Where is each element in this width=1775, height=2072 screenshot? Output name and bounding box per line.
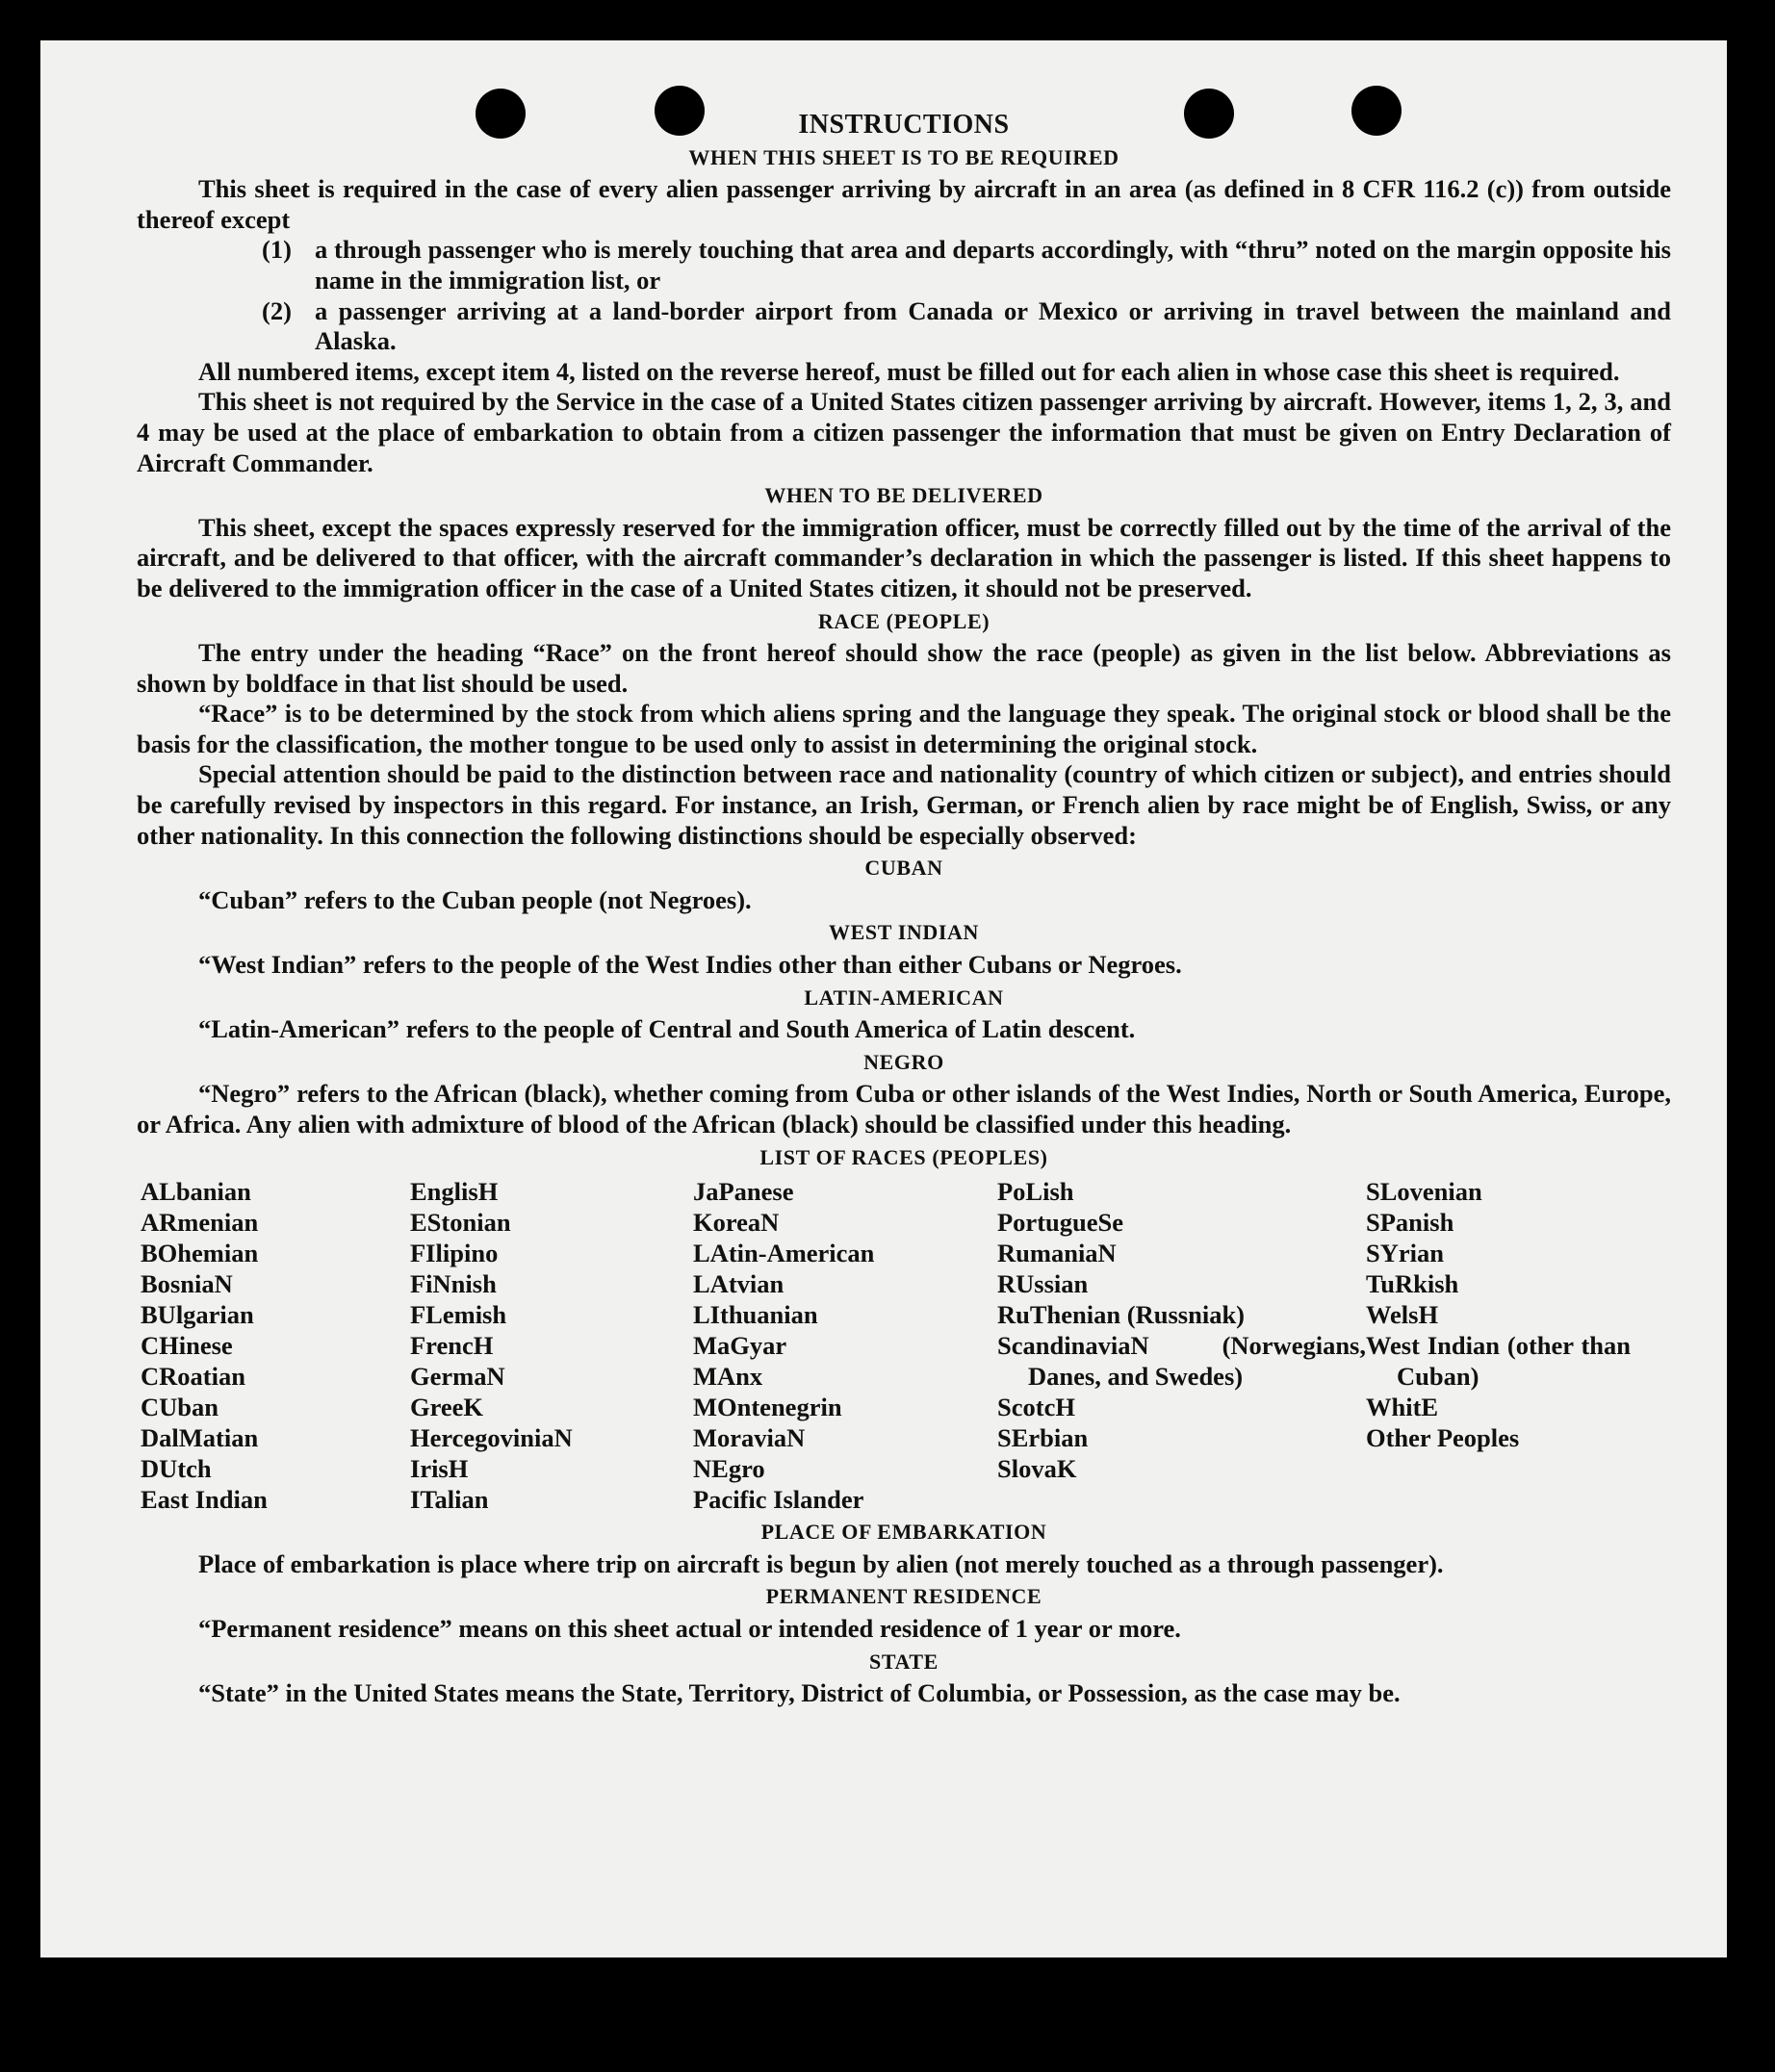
item-text: a passenger arriving at a land-border airport from Canada or Mexico or arriving in travel between the mainland and Alaska. <box>315 295 1671 356</box>
race-entry: EStonian <box>410 1208 511 1238</box>
item-number: (1) <box>262 235 292 265</box>
race-entry: ScandinaviaN (Norwegians, Danes, and Swedes) <box>997 1331 1366 1392</box>
paragraph: The entry under the heading “Race” on the front hereof should show the race (people) as given in the list below. Abbreviations as shown by boldface in that list should be used. <box>137 638 1671 698</box>
race-entry: MOntenegrin <box>693 1393 842 1422</box>
race-entry: MaGyar <box>693 1331 787 1361</box>
race-entry: ARmenian <box>141 1208 259 1238</box>
paragraph: Special attention should be paid to the distinction between race and nationality (country of which citizen or subject), and entries should be carefully revised by inspectors in this regard. For instance, an Irish, German, or French alien by race might be of English, Swiss, or any other nationality. In this connection the following distinctions should be especially observed: <box>137 759 1671 850</box>
races-column <box>997 1176 1366 1515</box>
race-entry: FLemish <box>410 1300 507 1330</box>
race-entry: DalMatian <box>141 1423 259 1453</box>
race-entry: FrencH <box>410 1331 494 1361</box>
section-heading: LIST OF RACES (PEOPLES) <box>759 1144 1048 1169</box>
race-entry: Pacific Islander <box>693 1485 864 1515</box>
race-entry: CRoatian <box>141 1362 245 1392</box>
paragraph: “Cuban” refers to the Cuban people (not Negroes). <box>198 884 752 914</box>
race-entry: PoLish <box>997 1177 1074 1207</box>
race-entry: WhitE <box>1366 1393 1439 1422</box>
race-entry: GermaN <box>410 1362 505 1392</box>
race-entry: ITalian <box>410 1485 489 1515</box>
section-heading: STATE <box>869 1649 939 1674</box>
section-heading: RACE (PEOPLE) <box>817 608 990 633</box>
race-entry: RuThenian (Russniak) <box>997 1300 1246 1330</box>
item-text: a through passenger who is merely touching that area and departs accordingly, with “thru” noted on the margin opposite his name in the immigration list, or <box>315 235 1671 294</box>
document-page <box>40 40 1727 1957</box>
item-number: (2) <box>262 295 292 325</box>
page-title: INSTRUCTIONS <box>798 110 1010 140</box>
paragraph: “State” in the United States means the State, Territory, District of Columbia, or Possession, as the case may be. <box>198 1678 1401 1708</box>
race-entry: JaPanese <box>693 1177 794 1207</box>
paragraph: “West Indian” refers to the people of the West Indies other than either Cubans or Negroes. <box>198 950 1182 980</box>
race-entry: KoreaN <box>693 1208 780 1238</box>
race-entry: IrisH <box>410 1454 469 1484</box>
race-entry: WelsH <box>1366 1300 1439 1330</box>
race-entry: MoraviaN <box>693 1423 806 1453</box>
race-entry: BosniaN <box>141 1269 233 1299</box>
paragraph: This sheet is not required by the Service in the case of a United States citizen passenger arriving by aircraft. However, items 1, 2, 3, and 4 may be used at the place of embarkation to obtain from a citizen passenger the information that must be given on Entry Declaration of Aircraft Commander. <box>137 387 1671 477</box>
race-entry: FIlipino <box>410 1239 499 1268</box>
paragraph: All numbered items, except item 4, listed on the reverse hereof, must be filled out for each alien in whose case this sheet is required. <box>198 356 1620 386</box>
races-column <box>410 1176 693 1515</box>
race-entry: LAtvian <box>693 1269 785 1299</box>
races-column <box>693 1176 997 1515</box>
race-entry: HercegoviniaN <box>410 1423 573 1453</box>
paragraph: “Latin-American” refers to the people of Central and South America of Latin descent. <box>198 1014 1136 1044</box>
race-entry: RumaniaN <box>997 1239 1117 1268</box>
race-entry: SPanish <box>1366 1208 1454 1238</box>
race-entry: SlovaK <box>997 1454 1077 1484</box>
race-entry: NEgro <box>693 1454 765 1484</box>
race-entry: SErbian <box>997 1423 1089 1453</box>
section-heading: WHEN THIS SHEET IS TO BE REQUIRED <box>688 144 1119 169</box>
races-column <box>141 1176 410 1515</box>
paragraph: This sheet, except the spaces expressly reserved for the immigration officer, must be correctly filled out by the time of the arrival of the aircraft, and be delivered to that officer, with the aircraft commander’s declaration in which the passenger is listed. If this sheet happens to be delivered to the immigration officer in the case of a United States citizen, it should not be preserved. <box>137 512 1671 602</box>
list-item <box>262 296 1671 357</box>
section-heading: PERMANENT RESIDENCE <box>765 1584 1042 1609</box>
race-entry: TuRkish <box>1366 1269 1459 1299</box>
race-entry: West Indian (other than Cuban) <box>1366 1331 1631 1392</box>
races-list <box>141 1176 1671 1515</box>
race-entry: LIthuanian <box>693 1300 818 1330</box>
race-entry: EnglisH <box>410 1177 499 1207</box>
race-entry: East Indian <box>141 1485 268 1515</box>
race-entry: Other Peoples <box>1366 1423 1520 1453</box>
race-entry: ALbanian <box>141 1177 251 1207</box>
document-body <box>137 110 1671 1709</box>
section-heading: LATIN-AMERICAN <box>804 985 1004 1010</box>
race-entry: SLovenian <box>1366 1177 1482 1207</box>
paragraph: Place of embarkation is place where trip on aircraft is begun by alien (not merely touched as a through passenger). <box>198 1548 1444 1578</box>
race-entry: CUban <box>141 1393 219 1422</box>
race-entry: PortugueSe <box>997 1208 1124 1238</box>
races-column <box>1366 1176 1631 1515</box>
race-entry: FiNnish <box>410 1269 497 1299</box>
section-heading: NEGRO <box>863 1049 944 1074</box>
paragraph: “Negro” refers to the African (black), whether coming from Cuba or other islands of the West Indies, North or South America, Europe, or Africa. Any alien with admixture of blood of the African (black) should be classified under this heading. <box>137 1079 1671 1138</box>
section-heading: CUBAN <box>864 856 943 881</box>
paragraph: This sheet is required in the case of every alien passenger arriving by aircraft in an area (as defined in 8 CFR 116.2 (c)) from outside thereof except <box>137 174 1671 234</box>
section-heading: WHEN TO BE DELIVERED <box>764 483 1043 508</box>
race-entry: ScotcH <box>997 1393 1075 1422</box>
race-entry: BUlgarian <box>141 1300 254 1330</box>
section-heading: PLACE OF EMBARKATION <box>760 1520 1047 1545</box>
race-entry: LAtin-American <box>693 1239 875 1268</box>
paragraph: “Race” is to be determined by the stock from which aliens spring and the language they speak. The original stock or blood shall be the basis for the classification, the mother tongue to be used only to assist in determining the original stock. <box>137 699 1671 758</box>
section-heading: WEST INDIAN <box>829 920 979 945</box>
race-entry: BOhemian <box>141 1239 259 1268</box>
race-entry: RUssian <box>997 1269 1089 1299</box>
race-entry: DUtch <box>141 1454 212 1484</box>
race-entry: CHinese <box>141 1331 233 1361</box>
race-entry: GreeK <box>410 1393 484 1422</box>
list-item <box>262 235 1671 295</box>
race-entry: SYrian <box>1366 1239 1444 1268</box>
paragraph: “Permanent residence” means on this sheet actual or intended residence of 1 year or more. <box>198 1613 1181 1643</box>
race-entry: MAnx <box>693 1362 763 1392</box>
